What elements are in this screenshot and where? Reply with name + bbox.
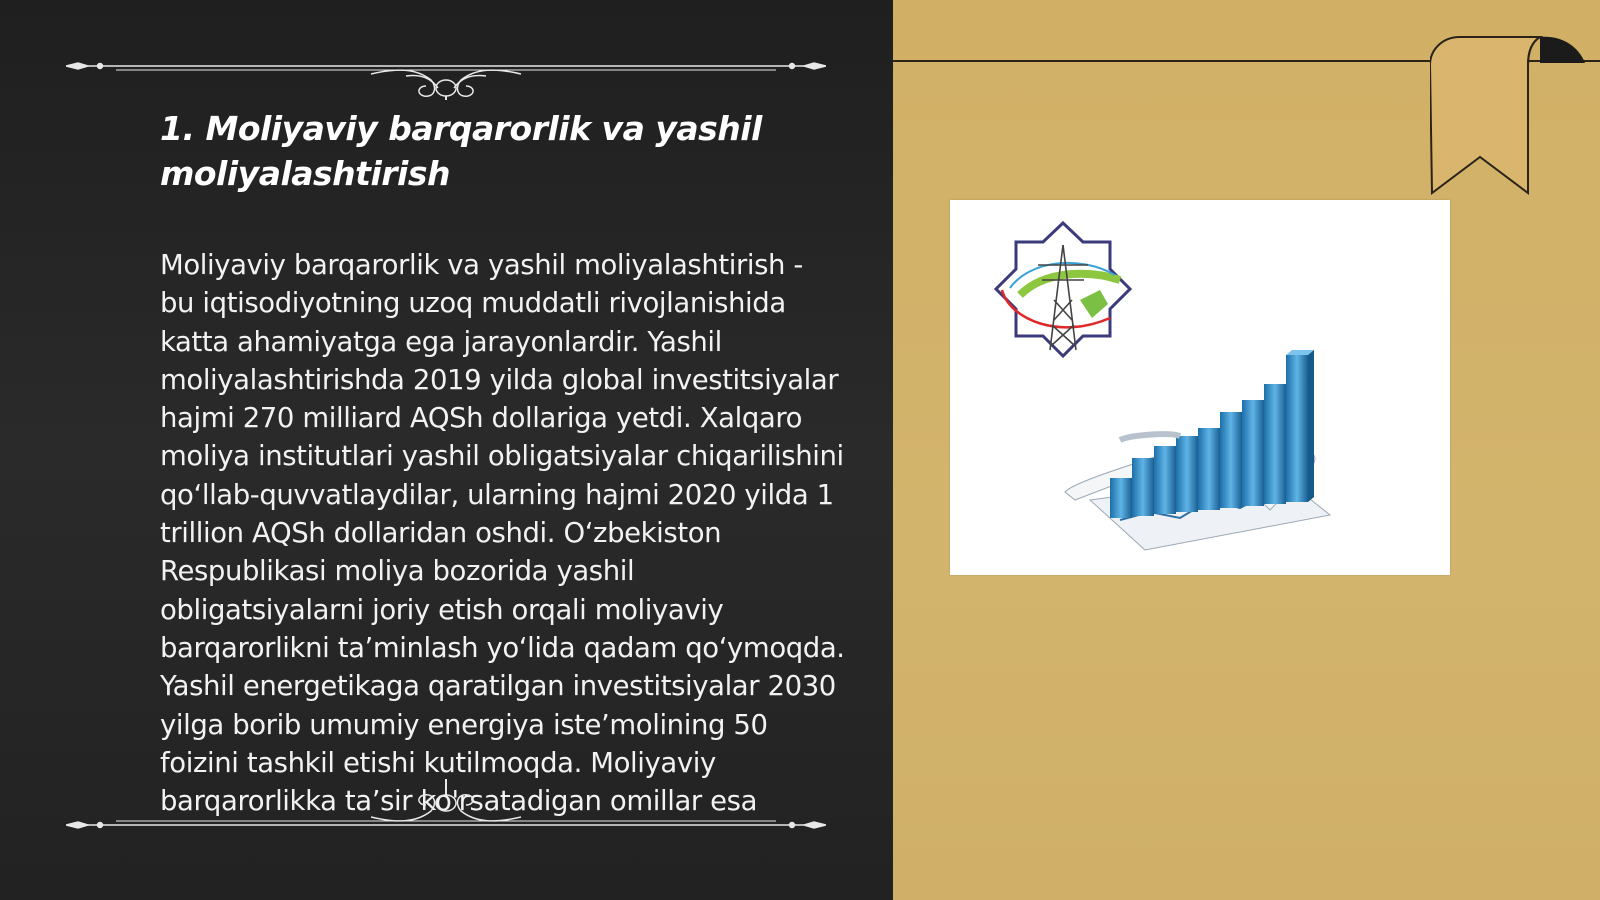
- power-tower-emblem-icon: [996, 223, 1130, 356]
- slide-title: 1. Moliyaviy barqarorlik va yashil moliyalashtirish: [160, 109, 762, 193]
- slide-body-text: Moliyaviy barqarorlik va yashil moliyalashtirish - bu iqtisodiyotning uzoq muddatli rivojlanishida katta ahamiyatga ega jarayonlardir. Yashil moliyalashtirishda 2019 yilda global investitsiyalar hajmi 270 milliard AQSh dollariga yetdi. Xalqaro moliya institutlari yashil obligatsiyalar chiqarilishini qo‘llab-quvvatlaydilar, ularning hajmi 2020 yilda 1 trillion AQSh dollaridan oshdi. O‘zbekiston Respublikasi moliya bozorida yashil obligatsiyalarni joriy etish orqali moliyaviy barqarorlikni ta’minlash yo‘lida qadam qo‘ymoqda. Yashil energetikaga qaratilgan investitsiyalar 2030 yilga borib umumiy energiya iste’molining 50 foizini tashkil etishi kutilmoqda. Moliyaviy barqarorlikka ta’sir ko'rsatadigan omillar esa: [160, 249, 845, 818]
- slide-image: [950, 200, 1450, 575]
- top-ornament-divider: [66, 40, 826, 100]
- bookmark-ribbon: [1430, 35, 1600, 200]
- bar-growth-chart-illustration: [1065, 350, 1330, 550]
- bottom-ornament-divider: [66, 775, 826, 835]
- growth-chart-illustration: [950, 200, 1450, 575]
